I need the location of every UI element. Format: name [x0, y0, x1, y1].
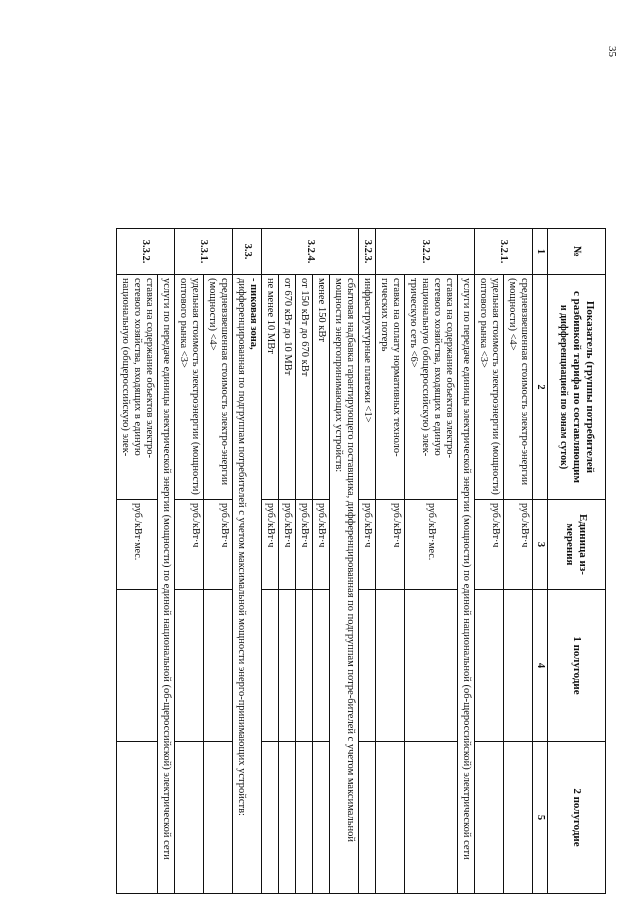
value-cell	[175, 742, 204, 894]
table-row	[296, 229, 313, 894]
value-cell	[296, 590, 313, 742]
value-cell	[279, 590, 296, 742]
value-cell	[204, 742, 233, 894]
value-cell	[405, 590, 458, 742]
table-row	[359, 229, 376, 894]
column-index: 5	[533, 742, 548, 894]
value-cell	[279, 742, 296, 894]
row-unit: руб./кВт·ч	[376, 500, 405, 590]
header-half-year-1: 1 полугодие	[548, 590, 606, 742]
table-row	[504, 229, 533, 894]
table-row	[262, 229, 279, 894]
table-row	[279, 229, 296, 894]
column-index: 3	[533, 500, 548, 590]
row-label	[233, 275, 262, 894]
row-label: ставка на содержание объектов электро-сетевого хозяйства, входящих в единую национальную (общероссийскую) элек-	[117, 275, 158, 500]
value-cell	[359, 742, 376, 894]
header-unit: Единица из-мерения	[548, 500, 606, 590]
column-index: 4	[533, 590, 548, 742]
table-row	[233, 229, 262, 894]
value-cell	[475, 742, 504, 894]
value-cell	[475, 590, 504, 742]
row-number: 3.3.	[233, 229, 262, 275]
table-row	[458, 229, 475, 894]
table-row	[405, 229, 458, 894]
table-row	[158, 229, 175, 894]
row-label: услуги по передаче единицы электрической энергии (мощности) по единой национальной (об-щероссийской) электрической сети	[158, 275, 175, 894]
table-row	[204, 229, 233, 894]
table-row	[175, 229, 204, 894]
row-unit: руб./кВт·ч	[204, 500, 233, 590]
value-cell	[175, 590, 204, 742]
row-label: инфраструктурные платежи <1>	[359, 275, 376, 500]
table-header-row	[548, 229, 606, 894]
row-label: средневзвешенная стоимость электро-энергии (мощности) <4>	[504, 275, 533, 500]
value-cell	[262, 742, 279, 894]
table-row	[475, 229, 504, 894]
value-cell	[313, 590, 330, 742]
table-row	[117, 229, 158, 894]
row-label: менее 150 кВт	[313, 275, 330, 500]
tariff-table-rotated	[111, 228, 606, 893]
column-index-row	[533, 229, 548, 894]
row-unit: руб./кВт·ч	[262, 500, 279, 590]
row-unit: руб./кВт·мес.	[405, 500, 458, 590]
header-half-year-2: 2 полугодие	[548, 742, 606, 894]
row-label: удельная стоимость электроэнергии (мощности) оптового рынка <3>	[175, 275, 204, 500]
row-label: от 670 кВт до 10 МВт	[279, 275, 296, 500]
row-label: услуги по передаче единицы электрической энергии (мощности) по единой национальной (об-щероссийской) электрической сети	[458, 275, 475, 894]
row-label: сбытовая надбавка гарантирующего поставщика, дифференцированная по подгруппам потре-бителей с учетом максимальной мощности энергопринимающих устройств:	[330, 275, 359, 894]
value-cell	[204, 590, 233, 742]
row-label: ставка на оплату нормативных техноло-гических потерь	[376, 275, 405, 500]
value-cell	[117, 590, 158, 742]
row-unit: руб./кВт·ч	[504, 500, 533, 590]
row-label: не менее 10 МВт	[262, 275, 279, 500]
row-number: 3.2.3.	[359, 229, 376, 275]
row-number: 3.2.4.	[262, 229, 359, 275]
value-cell	[296, 742, 313, 894]
row-unit: руб./кВт·ч	[359, 500, 376, 590]
row-number: 3.3.2.	[117, 229, 175, 275]
row-unit: руб./кВт·ч	[175, 500, 204, 590]
table-row	[330, 229, 359, 894]
row-unit: руб./кВт·мес.	[117, 500, 158, 590]
value-cell	[376, 590, 405, 742]
row-number: 3.2.1.	[475, 229, 533, 275]
row-unit: руб./кВт·ч	[296, 500, 313, 590]
value-cell	[262, 590, 279, 742]
zone-description: дифференцированная по подгруппам потребителей с учетом максимальной мощности энерго-принимающих устройств:	[236, 278, 247, 816]
value-cell	[359, 590, 376, 742]
value-cell	[117, 742, 158, 894]
page-number: 35	[606, 46, 618, 57]
tariff-table	[116, 228, 606, 894]
row-number: 3.3.1.	[175, 229, 233, 275]
row-label: ставка на содержание объектов электро-сетевого хозяйства, входящих в единую национальную (общероссийскую) элек-трическую сеть <6>	[405, 275, 458, 500]
value-cell	[313, 742, 330, 894]
header-indicator: Показатель (группы потребителей с разбивкой тарифа по составляющим и дифференциацией по зонам суток)	[548, 275, 606, 500]
row-label: удельная стоимость электроэнергии (мощности) оптового рынка <3>	[475, 275, 504, 500]
column-index: 1	[533, 229, 548, 275]
row-number: 3.2.2.	[376, 229, 475, 275]
value-cell	[405, 742, 458, 894]
value-cell	[504, 590, 533, 742]
row-label: средневзвешенная стоимость электро-энергии (мощности) <4>	[204, 275, 233, 500]
zone-label: - пиковая зона,	[248, 278, 259, 350]
column-index: 2	[533, 275, 548, 500]
value-cell	[504, 742, 533, 894]
table-row	[313, 229, 330, 894]
value-cell	[376, 742, 405, 894]
table-row	[376, 229, 405, 894]
row-label: от 150 кВт до 670 кВт	[296, 275, 313, 500]
row-unit: руб./кВт·ч	[475, 500, 504, 590]
header-number: №	[548, 229, 606, 275]
row-unit: руб./кВт·ч	[313, 500, 330, 590]
row-unit: руб./кВт·ч	[279, 500, 296, 590]
